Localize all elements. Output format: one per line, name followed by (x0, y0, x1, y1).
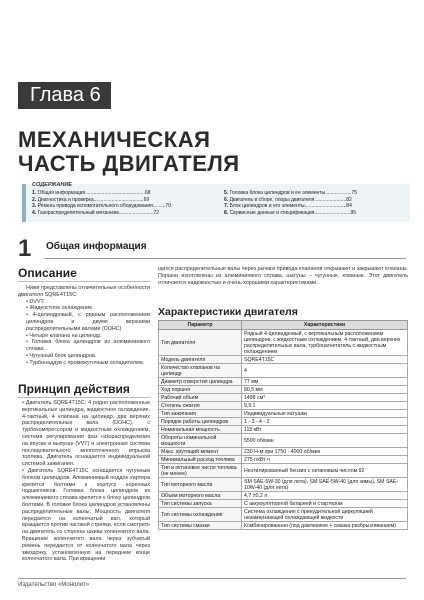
table-row (159, 464, 408, 478)
spec-param: Модель двигателя (159, 356, 242, 364)
table-header-row (159, 321, 408, 330)
table-row (159, 456, 408, 464)
column-header: Параметр (159, 321, 242, 330)
title-line-1: МЕХАНИЧЕСКАЯ (18, 127, 211, 152)
spec-value: 5500 об/мин (242, 434, 408, 448)
toc-heading: СОДЕРЖАНИЕ (32, 182, 72, 188)
spec-param: Макс. крутящий момент (159, 448, 242, 456)
spec-heading: Характеристики двигателя (158, 306, 298, 318)
footer-publisher: Издательство «Монолит» (18, 582, 90, 588)
spec-param: Тип моторного масла (159, 478, 242, 492)
chapter-label: Глава 6 (18, 82, 111, 109)
spec-param: Рабочий объем (159, 394, 242, 402)
spec-value: 230 Н·м при 1750 - 4000 об/мин (242, 448, 408, 456)
spec-param: Тип двигателя (159, 330, 242, 356)
spec-table (158, 320, 408, 530)
spec-param: Порядок работы цилиндров (159, 418, 242, 426)
spec-value: С аккумуляторной батареей и стартером (242, 500, 408, 508)
spec-param: Тип зажигания (159, 410, 242, 418)
toc-item[interactable]: 6. Двигатель в сборе, опоры двигателя.......................82 (224, 196, 352, 203)
toc-item[interactable]: 1. Общая информация...........................................68 (32, 190, 151, 196)
table-row (159, 500, 408, 508)
divider (18, 578, 406, 579)
spec-value: 1 - 3 - 4 - 2 (242, 418, 408, 426)
spec-param: Обороты номинальной мощности (159, 434, 242, 448)
toc-item[interactable]: 8. Сервисные данные и спецификация..........................95 (224, 209, 357, 216)
table-row (159, 394, 408, 402)
spec-value: Рядный 4-цилиндровый, с вертикальным расположением цилиндров, с жидкостным охлаждением, 4-тактный, два верхних распределительных вала, турбонагнетатель с жидкостным охлаждением (242, 330, 408, 356)
spec-value: 115 кВт (242, 426, 408, 434)
divider (18, 281, 150, 282)
toc-item[interactable]: 7. Блок цилиндров и его элементы..............................84 (224, 203, 352, 209)
table-row (159, 418, 408, 426)
spec-value: 80,5 мм (242, 386, 408, 394)
spec-param: Номинальная мощность (159, 426, 242, 434)
divider (18, 397, 150, 398)
spec-value: 9,5:1 (242, 402, 408, 410)
spec-value: 275 г/кВт·ч (242, 456, 408, 464)
section-number: 1 (18, 235, 32, 262)
table-row (159, 378, 408, 386)
divider (44, 258, 406, 259)
continued-text: щихся распределительные валы через рычаги привода клапанов открывают и закрывают клапаны. Поршни изготовлены из алюминиевого сплава, шатуны – чугунные, кованые. Этот двигатель отличается надежностью и очень хорошими характеристиками. (158, 266, 408, 286)
spec-param: Объем моторного масла (159, 492, 242, 500)
principle-heading: Принцип действия (18, 382, 130, 396)
table-row (159, 410, 408, 418)
section-header (18, 235, 406, 262)
page-title (18, 128, 240, 176)
spec-value: 77 мм (242, 378, 408, 386)
spec-param: Тип системы запуска (159, 500, 242, 508)
table-of-contents (22, 184, 410, 222)
description-heading: Описание (18, 266, 77, 280)
column-header: Характеристики (242, 321, 408, 330)
table-row (159, 448, 408, 456)
spec-param: Ход поршня (159, 386, 242, 394)
spec-value: Неэтилированный бензин с октановым числом 92 (242, 464, 408, 478)
toc-item[interactable]: 4. Газораспределительный механизм.........................72 (32, 209, 160, 216)
table-row (159, 508, 408, 522)
title-line-2: ЧАСТЬ ДВИГАТЕЛЯ (18, 151, 240, 176)
spec-param: Тип и октановое число топлива (не менее) (159, 464, 242, 478)
toc-right-column (224, 190, 406, 216)
table-row (159, 364, 408, 378)
table-row (159, 434, 408, 448)
toc-item[interactable]: 3. Ремень привода вспомогательного оборудования.........70 (32, 203, 171, 209)
table-row (159, 330, 408, 356)
principle-text: • Двигатель SQRE4T15C: 4 рядно расположенные вертикальные цилиндра, жидкостное охлаждение, 4-тактный, 4 клапана на цилиндр, два верхних распределительных вала (DOHC), с турбокомпрессором и жидкостным охлаждением, система регулирования фаз газораспределения на впуске и выпуске (VVT) и электронная система последовательного многоточечного впрыска топлива. Двигатель оснащается индивидуальной системой зажигания. • Двигатель SQRE4T15C оснащается чугунным блоком цилиндров. Алюминиевый поддон картера крепится болтами к корпусу коренных подшипников. Головка блока цилиндров из алюминиевого сплава крепится к блоку цилиндров болтами. В головке блока цилиндров установлены распределительные валы. Мощность двигателя передается на коленчатый вал, который вращается против часовой стрелки, если смотреть на двигатель со стороны шкива коленчатого вала. Вращение коленчатого вала через зубчатый ремень передается от коленчатого вала через звездочку, установленную на переднем конце коленчатого вала. При вращении (22, 400, 150, 563)
spec-value: 1498 см³ (242, 394, 408, 402)
spec-value: 4,7 ±0,2 л (242, 492, 408, 500)
spec-param: Количество клапанов на цилиндр (159, 364, 242, 378)
spec-param: Диаметр отверстия цилиндра (159, 378, 242, 386)
spec-value: Индивидуальные катушки (242, 410, 408, 418)
table-row (159, 386, 408, 394)
spec-value: 4 (242, 364, 408, 378)
table-row (159, 492, 408, 500)
spec-param: Степень сжатия (159, 402, 242, 410)
spec-value: Комбинированная (под давлением + смазка разбрызгиванием) (242, 522, 408, 530)
spec-param: Тип системы охлаждения (159, 508, 242, 522)
table-row (159, 478, 408, 492)
description-text: Ниже представлены отличительные особенности двигателя SQRE4T15C: • DVVT. • Жидкостное охлаждение. • 4-цилиндровый, с рядным расположением цилиндров и двумя верхними распределительными валами (DOHC) • Четыре клапана на цилиндр. • Головка блока цилиндров из алюминиевого сплава. • Чугунный блок цилиндров. • Турбонаддув с промежуточным охладителем. (18, 285, 150, 366)
spec-value: SQRE4T15C (242, 356, 408, 364)
table-row (159, 356, 408, 364)
toc-item[interactable]: 5. Головка блока цилиндров и ее элементы...................75 (224, 190, 358, 196)
spec-param: Тип системы смазки (159, 522, 242, 530)
toc-item[interactable]: 2. Диагностика и проверка....................................69 (32, 196, 150, 203)
table-row (159, 522, 408, 530)
table-row (159, 402, 408, 410)
toc-left-column (32, 190, 222, 216)
section-title: Общая информация (46, 241, 147, 252)
spec-param: Минимальный расход топлива (159, 456, 242, 464)
table-row (159, 426, 408, 434)
spec-value: SM SAE-5W-30 (для лета), SM SAE-5W-40 (для зимы), SM SAE-10W-40 (для лета) (242, 478, 408, 492)
spec-value: Система охлаждения с принудительной циркуляцией незамерзающей охлаждающей жидкости (242, 508, 408, 522)
